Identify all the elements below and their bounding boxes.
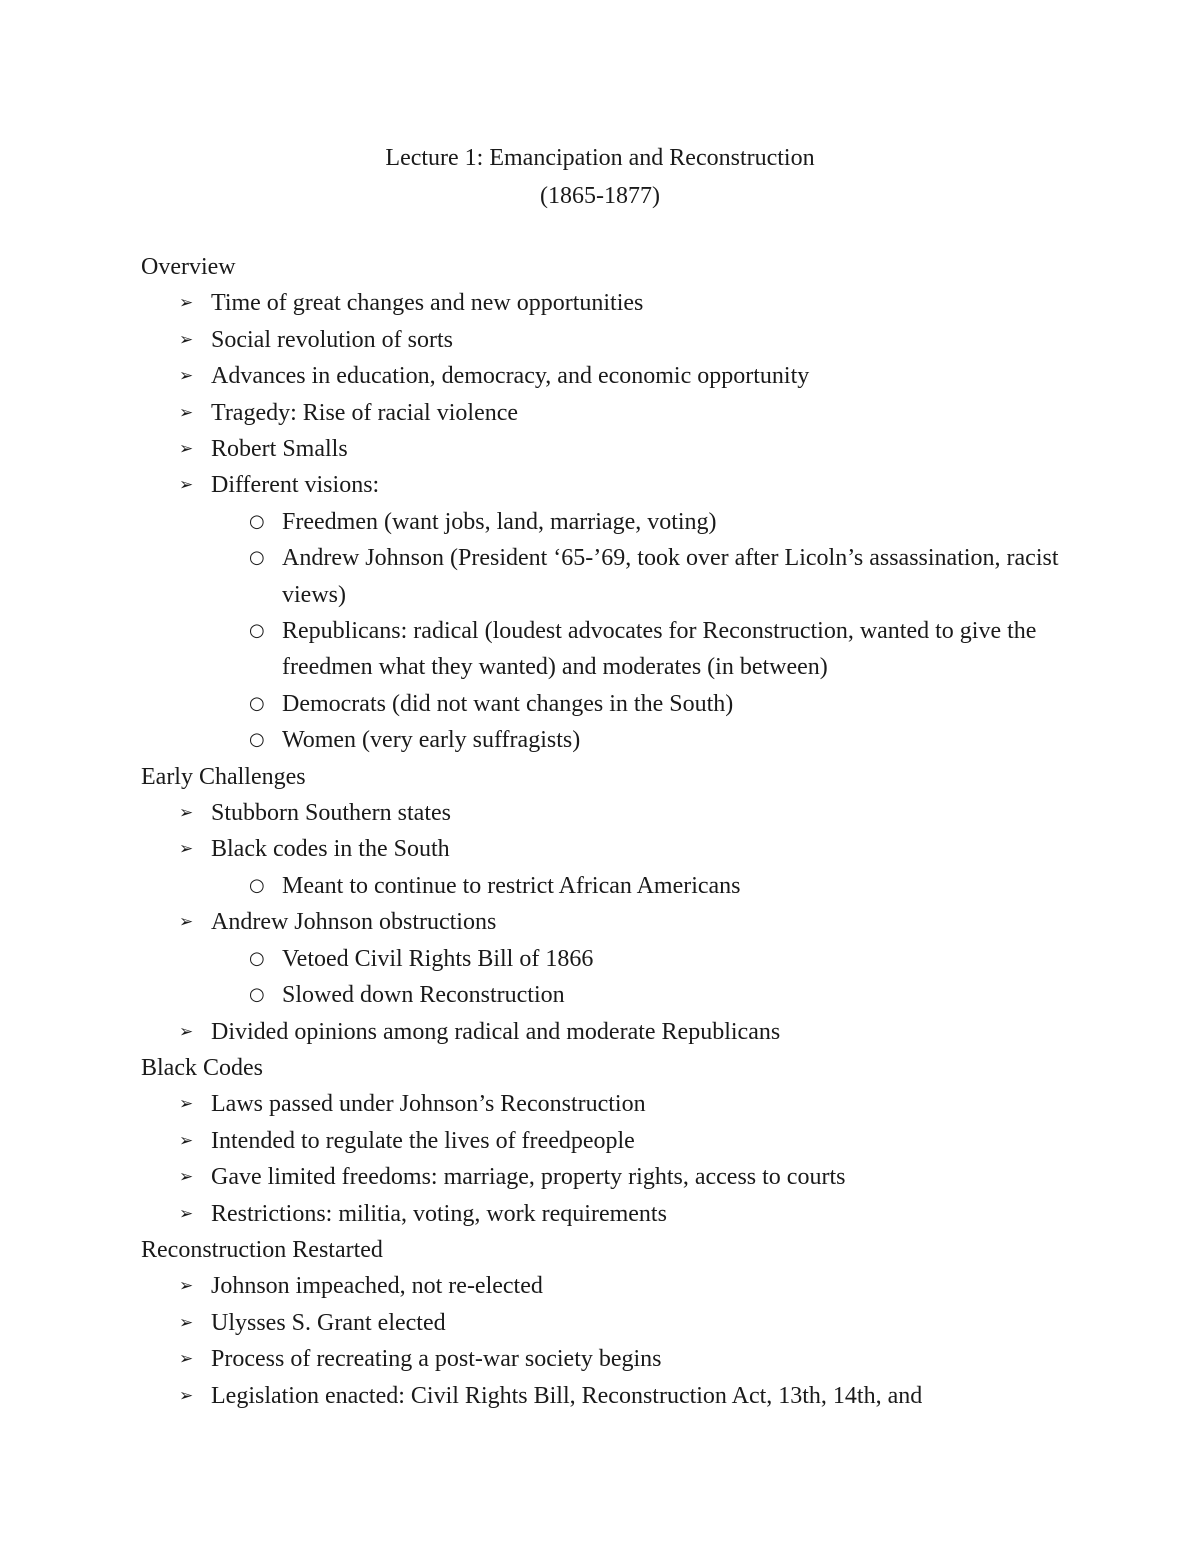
- bullet-item: [141, 1159, 1061, 1195]
- bullet-text: Laws passed under Johnson’s Reconstruction: [211, 1091, 646, 1118]
- bullet-text: Divided opinions among radical and moderate Republicans: [211, 1018, 781, 1045]
- bullet-text: Advances in education, democracy, and economic opportunity: [211, 363, 810, 390]
- sub-bullet-item: [141, 504, 1061, 540]
- bullet-text: Social revolution of sorts: [211, 326, 453, 353]
- sub-bullet-item: [141, 977, 1061, 1013]
- arrow-bullet-icon: ➢: [179, 402, 194, 423]
- arrow-bullet-icon: ➢: [179, 329, 194, 350]
- bullet-item: [141, 431, 1061, 467]
- bullet-text: Gave limited freedoms: marriage, property rights, access to courts: [211, 1164, 846, 1191]
- bullet-item: [141, 1014, 1061, 1050]
- arrow-bullet-icon: ➢: [179, 293, 194, 314]
- bullet-item: [141, 795, 1061, 831]
- sub-bullet-item: [141, 540, 1061, 613]
- section-heading: Black Codes: [141, 1054, 263, 1081]
- document-body: [141, 249, 1061, 1414]
- sub-bullet-text: Meant to continue to restrict African Americans: [282, 872, 741, 899]
- bullet-item: [141, 904, 1061, 940]
- bullet-item: [141, 1268, 1061, 1304]
- bullet-text: Tragedy: Rise of racial violence: [211, 399, 519, 426]
- circle-bullet-icon: ○: [249, 692, 265, 714]
- arrow-bullet-icon: ➢: [179, 1167, 194, 1188]
- arrow-bullet-icon: ➢: [179, 475, 194, 496]
- bullet-item: [141, 285, 1061, 321]
- bullet-text: Legislation enacted: Civil Rights Bill, Reconstruction Act, 13th, 14th, and: [211, 1382, 923, 1409]
- section-early-challenges: [141, 759, 1061, 1050]
- circle-bullet-icon: ○: [249, 947, 265, 969]
- arrow-bullet-icon: ➢: [179, 1312, 194, 1333]
- sub-bullet-text: Vetoed Civil Rights Bill of 1866: [282, 945, 594, 972]
- bullet-text: Stubborn Southern states: [211, 800, 451, 827]
- sub-bullet-text: Democrats (did not want changes in the South): [282, 690, 734, 717]
- bullet-text: Black codes in the South: [211, 836, 450, 863]
- bullet-text: Ulysses S. Grant elected: [211, 1309, 446, 1336]
- bullet-item: [141, 1196, 1061, 1232]
- bullet-text: Process of recreating a post-war society begins: [211, 1346, 662, 1373]
- circle-bullet-icon: ○: [249, 620, 265, 642]
- bullet-item: [141, 467, 1061, 503]
- section-heading: Reconstruction Restarted: [141, 1236, 383, 1263]
- arrow-bullet-icon: ➢: [179, 839, 194, 860]
- section-heading: Overview: [141, 254, 236, 280]
- bullet-item: [141, 1123, 1061, 1159]
- circle-bullet-icon: ○: [249, 547, 265, 569]
- sub-bullet-text: Republicans: radical (loudest advocates for Reconstruction, wanted to give the freedmen what they wanted) and moderates (in between): [282, 618, 1037, 681]
- arrow-bullet-icon: ➢: [179, 1385, 194, 1406]
- bullet-item: [141, 831, 1061, 867]
- arrow-bullet-icon: ➢: [179, 1021, 194, 1042]
- arrow-bullet-icon: ➢: [179, 1276, 194, 1297]
- sub-bullet-text: Slowed down Reconstruction: [282, 982, 565, 1009]
- circle-bullet-icon: ○: [249, 510, 265, 532]
- arrow-bullet-icon: ➢: [179, 803, 194, 824]
- sub-bullet-text: Andrew Johnson (President ‘65-’69, took over after Licoln’s assassination, racist views): [282, 545, 1059, 608]
- arrow-bullet-icon: ➢: [179, 1203, 194, 1224]
- sub-bullet-text: Women (very early suffragists): [282, 727, 581, 754]
- section-black-codes: [141, 1050, 1061, 1232]
- bullet-text: Andrew Johnson obstructions: [211, 909, 497, 936]
- circle-bullet-icon: ○: [249, 874, 265, 896]
- circle-bullet-icon: ○: [249, 984, 265, 1006]
- arrow-bullet-icon: ➢: [179, 1130, 194, 1151]
- arrow-bullet-icon: ➢: [179, 439, 194, 460]
- arrow-bullet-icon: ➢: [179, 912, 194, 933]
- page-title: Lecture 1: Emancipation and Reconstruction: [385, 145, 815, 171]
- bullet-item: [141, 1341, 1061, 1377]
- bullet-item: [141, 1378, 1061, 1414]
- bullet-item: [141, 1305, 1061, 1341]
- bullet-text: Johnson impeached, not re-elected: [211, 1273, 543, 1300]
- sub-bullet-item: [141, 686, 1061, 722]
- bullet-text: Robert Smalls: [211, 436, 348, 463]
- section-reconstruction-restarted: [141, 1232, 1061, 1414]
- circle-bullet-icon: ○: [249, 729, 265, 751]
- sub-bullet-item: [141, 613, 1061, 686]
- sub-bullet-item: [141, 722, 1061, 758]
- bullet-text: Different visions:: [211, 472, 380, 499]
- bullet-item: [141, 395, 1061, 431]
- page-subtitle-dates: (1865-1877): [540, 183, 660, 209]
- bullet-item: [141, 1086, 1061, 1122]
- arrow-bullet-icon: ➢: [179, 366, 194, 387]
- bullet-text: Time of great changes and new opportunities: [211, 290, 644, 317]
- sub-bullet-text: Freedmen (want jobs, land, marriage, voting): [282, 508, 717, 535]
- arrow-bullet-icon: ➢: [179, 1349, 194, 1370]
- sub-bullet-item: [141, 941, 1061, 977]
- bullet-text: Restrictions: militia, voting, work requirements: [211, 1200, 667, 1227]
- sub-bullet-item: [141, 868, 1061, 904]
- section-overview: [141, 249, 1061, 759]
- section-heading: Early Challenges: [141, 763, 306, 790]
- bullet-text: Intended to regulate the lives of freedpeople: [211, 1127, 635, 1154]
- bullet-item: [141, 322, 1061, 358]
- arrow-bullet-icon: ➢: [179, 1094, 194, 1115]
- bullet-item: [141, 358, 1061, 394]
